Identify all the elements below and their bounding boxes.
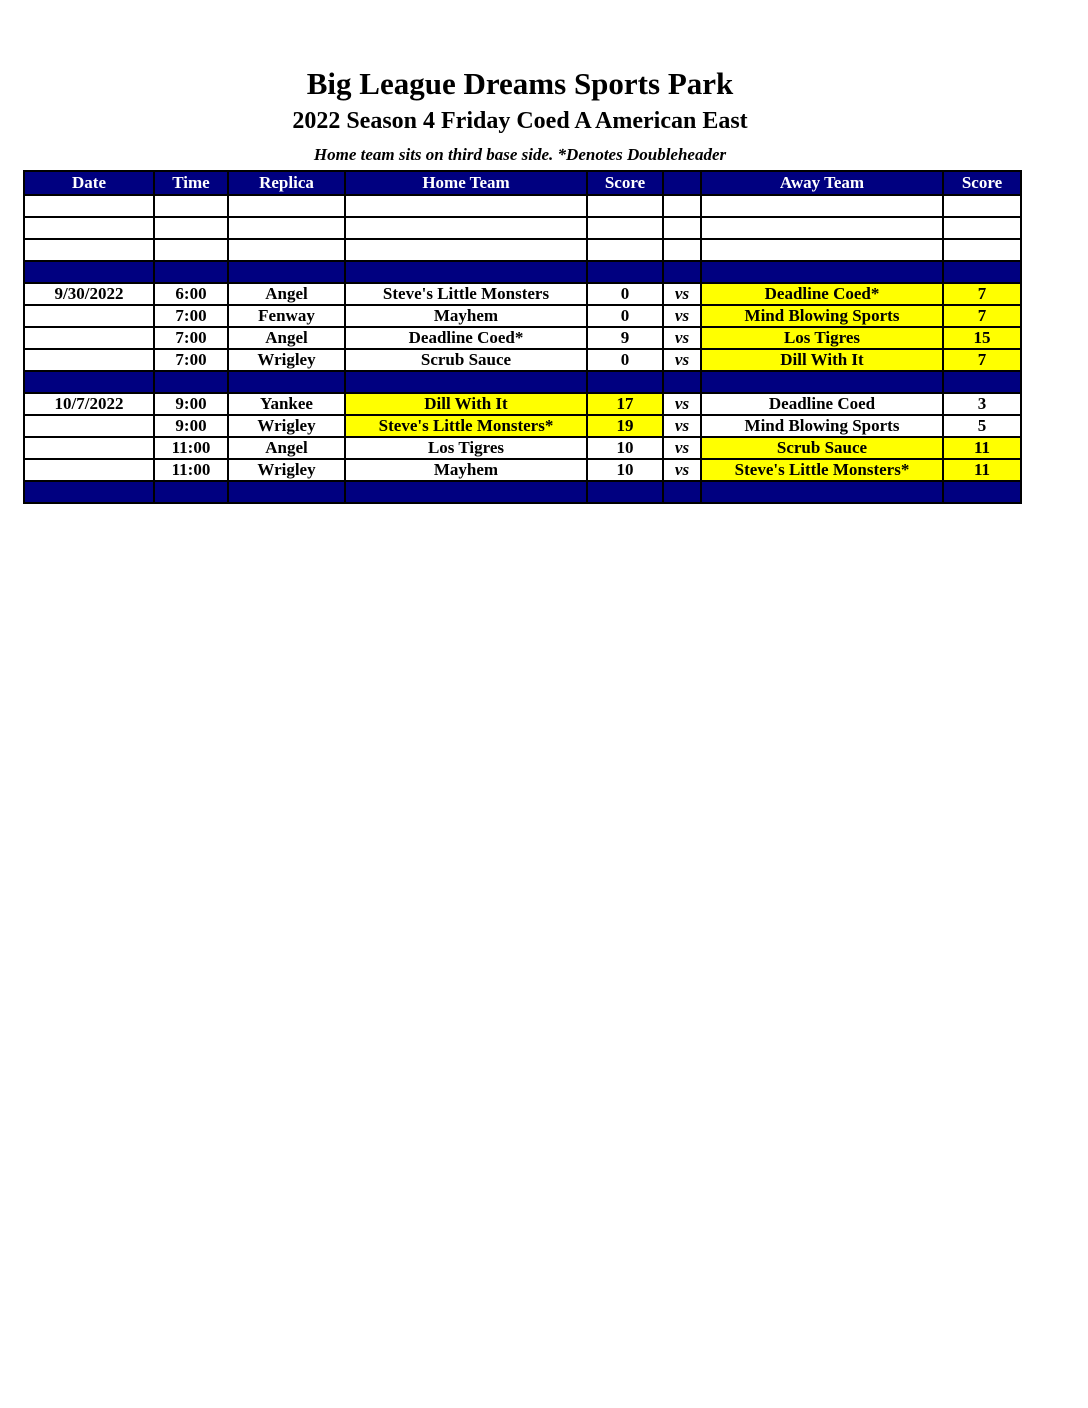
home-team: Los Tigres: [345, 437, 587, 459]
separator-row: [24, 261, 1021, 283]
game-date: 9/30/2022: [24, 283, 154, 305]
home-score: 10: [587, 437, 663, 459]
schedule-body: [24, 195, 1021, 503]
away-team: Steve's Little Monsters*: [701, 459, 943, 481]
col-header-home-team: Home Team: [345, 171, 587, 195]
blank-row: [24, 239, 1021, 261]
col-header-away-score: Score: [943, 171, 1021, 195]
game-time: 7:00: [154, 327, 228, 349]
game-date: [24, 327, 154, 349]
away-team: Mind Blowing Sports: [701, 415, 943, 437]
col-header-home-score: Score: [587, 171, 663, 195]
home-team: Mayhem: [345, 459, 587, 481]
vs-label: vs: [663, 283, 701, 305]
home-score: 0: [587, 283, 663, 305]
separator-row: [24, 371, 1021, 393]
away-team: Scrub Sauce: [701, 437, 943, 459]
away-score: 15: [943, 327, 1021, 349]
header-row: [24, 171, 1021, 195]
game-date: 10/7/2022: [24, 393, 154, 415]
col-header-replica: Replica: [228, 171, 345, 195]
game-time: 11:00: [154, 459, 228, 481]
game-row: [24, 415, 1021, 437]
game-row: [24, 327, 1021, 349]
blank-row: [24, 195, 1021, 217]
game-time: 7:00: [154, 305, 228, 327]
game-date: [24, 305, 154, 327]
page-title: Big League Dreams Sports Park: [306, 66, 734, 101]
league-subtitle: 2022 Season 4 Friday Coed A American East: [292, 108, 748, 134]
home-score: 10: [587, 459, 663, 481]
schedule-table: [23, 170, 1022, 504]
away-score: 7: [943, 305, 1021, 327]
game-row: [24, 349, 1021, 371]
game-row: [24, 393, 1021, 415]
home-team: Steve's Little Monsters: [345, 283, 587, 305]
game-time: 7:00: [154, 349, 228, 371]
vs-label: vs: [663, 437, 701, 459]
home-team: Mayhem: [345, 305, 587, 327]
vs-label: vs: [663, 349, 701, 371]
game-date: [24, 437, 154, 459]
game-time: 9:00: [154, 415, 228, 437]
vs-label: vs: [663, 415, 701, 437]
away-team: Deadline Coed: [701, 393, 943, 415]
away-team: Dill With It: [701, 349, 943, 371]
home-score: 0: [587, 349, 663, 371]
home-team: Scrub Sauce: [345, 349, 587, 371]
game-time: 6:00: [154, 283, 228, 305]
game-replica: Wrigley: [228, 459, 345, 481]
home-score: 9: [587, 327, 663, 349]
home-score: 19: [587, 415, 663, 437]
home-team: Steve's Little Monsters*: [345, 415, 587, 437]
blank-row: [24, 217, 1021, 239]
game-replica: Fenway: [228, 305, 345, 327]
game-time: 9:00: [154, 393, 228, 415]
away-score: 3: [943, 393, 1021, 415]
game-replica: Angel: [228, 327, 345, 349]
game-row: [24, 305, 1021, 327]
game-replica: Angel: [228, 283, 345, 305]
vs-label: vs: [663, 305, 701, 327]
away-score: 11: [943, 437, 1021, 459]
away-team: Mind Blowing Sports: [701, 305, 943, 327]
away-score: 7: [943, 283, 1021, 305]
away-team: Los Tigres: [701, 327, 943, 349]
game-replica: Wrigley: [228, 349, 345, 371]
game-date: [24, 415, 154, 437]
separator-row: [24, 481, 1021, 503]
game-date: [24, 349, 154, 371]
vs-label: vs: [663, 327, 701, 349]
away-score: 11: [943, 459, 1021, 481]
col-header-time: Time: [154, 171, 228, 195]
game-row: [24, 437, 1021, 459]
home-team: Deadline Coed*: [345, 327, 587, 349]
away-team: Deadline Coed*: [701, 283, 943, 305]
game-replica: Yankee: [228, 393, 345, 415]
away-score: 7: [943, 349, 1021, 371]
col-header-vs: [663, 171, 701, 195]
home-score: 0: [587, 305, 663, 327]
home-team: Dill With It: [345, 393, 587, 415]
col-header-away-team: Away Team: [701, 171, 943, 195]
game-replica: Wrigley: [228, 415, 345, 437]
away-score: 5: [943, 415, 1021, 437]
game-row: [24, 459, 1021, 481]
game-date: [24, 459, 154, 481]
game-row: [24, 283, 1021, 305]
col-header-date: Date: [24, 171, 154, 195]
home-score: 17: [587, 393, 663, 415]
schedule-note: Home team sits on third base side. *Denotes Doubleheader: [313, 145, 727, 164]
game-time: 11:00: [154, 437, 228, 459]
vs-label: vs: [663, 393, 701, 415]
game-replica: Angel: [228, 437, 345, 459]
vs-label: vs: [663, 459, 701, 481]
